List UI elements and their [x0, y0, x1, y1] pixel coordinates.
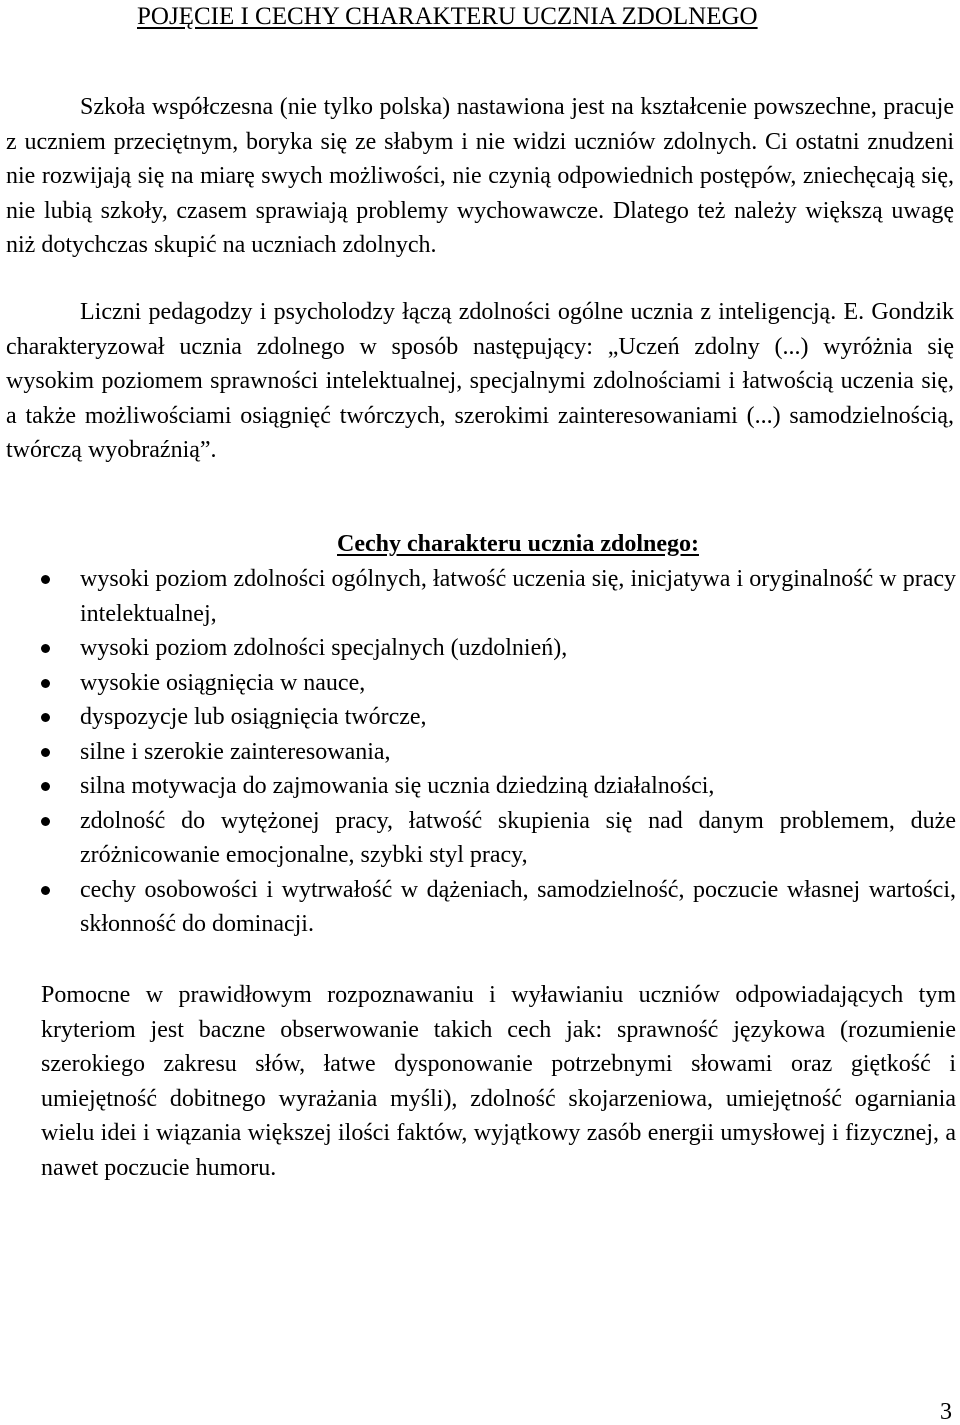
list-item [0, 804, 956, 873]
bullet-icon [41, 679, 50, 688]
bullet-icon [41, 644, 50, 653]
bullet-icon [41, 886, 50, 895]
list-item-text: dyspozycje lub osiągnięcia twórcze, [80, 704, 427, 730]
list-item-text: wysokie osiągnięcia w nauce, [80, 669, 366, 696]
list-item-text: silna motywacja do zajmowania się ucznia dziedziną działalności, [80, 773, 715, 799]
list-item [0, 700, 956, 735]
list-item-text: silne i szerokie zainteresowania, [80, 738, 391, 765]
bullet-icon [41, 713, 50, 722]
features-list [0, 562, 956, 942]
list-item-text: wysoki poziom zdolności specjalnych (uzdolnień), [80, 635, 568, 661]
list-item-text: wysoki poziom zdolności ogólnych, łatwość uczenia się, inicjatywa i oryginalność w pracy intelektualnej, [80, 566, 956, 627]
list-item-text: zdolność do wytężonej pracy, łatwość skupienia się nad danym problemem, duże zróżnicowanie emocjonalne, szybki styl pracy, [80, 807, 956, 868]
list-item [0, 562, 956, 631]
list-item-text: cechy osobowości i wytrwałość w dążeniach, samodzielność, poczucie własnej wartości, skłonność do dominacji. [80, 876, 956, 937]
closing-paragraph: Pomocne w prawidłowym rozpoznawaniu i wyławianiu uczniów odpowiadających tym kryteriom jest baczne obserwowanie takich cech jak: sprawność językowa (rozumienie szerokiego zakresu słów, łatwe dysponowanie potrzebnymi słowami oraz giętkość i umiejętność dobitnego wyrażania myśli), zdolność skojarzeniowa, umiejętność ogarniania wielu idei i wiązania większej ilości faktów, wyjątkowy zasób energii umysłowej i fizycznej, a nawet poczucie humoru. [41, 982, 956, 1181]
bullet-icon [41, 782, 50, 791]
list-item [0, 631, 956, 666]
list-item [0, 873, 956, 942]
page-title: POJĘCIE I CECHY CHARAKTERU UCZNIA ZDOLNEGO [137, 3, 758, 30]
bullet-icon [41, 575, 50, 584]
page-number: 3 [940, 1399, 952, 1425]
list-item [0, 666, 956, 701]
definition-paragraph: Liczni pedagodzy i psycholodzy łączą zdolności ogólne ucznia z inteligencją. E. Gondzik charakteryzował ucznia zdolnego w sposób następujący: „Uczeń zdolny (...) wyróżnia się wysokim poziomem sprawności intelektualnej, specjalnymi zdolnościami i łatwością uczenia się, a także możliwościami osiągnięć twórczych, szerokimi zainteresowaniami (...) samodzielnością, twórczą wyobraźnią”. [6, 299, 954, 463]
list-item [0, 769, 956, 804]
features-heading: Cechy charakteru ucznia zdolnego: [337, 531, 699, 557]
list-item [0, 735, 956, 770]
bullet-icon [41, 748, 50, 757]
bullet-icon [41, 817, 50, 826]
intro-paragraph: Szkoła współczesna (nie tylko polska) nastawiona jest na kształcenie powszechne, pracuje z uczniem przeciętnym, boryka się ze słabym i nie widzi uczniów zdolnych. Ci ostatni znudzeni nie rozwijają się na miarę swych możliwości, nie czynią odpowiednich postępów, zniechęcają się, nie lubią szkoły, czasem sprawiają problemy wychowawcze. Dlatego też należy większą uwagę niż dotychczas skupić na uczniach zdolnych. [6, 94, 954, 258]
